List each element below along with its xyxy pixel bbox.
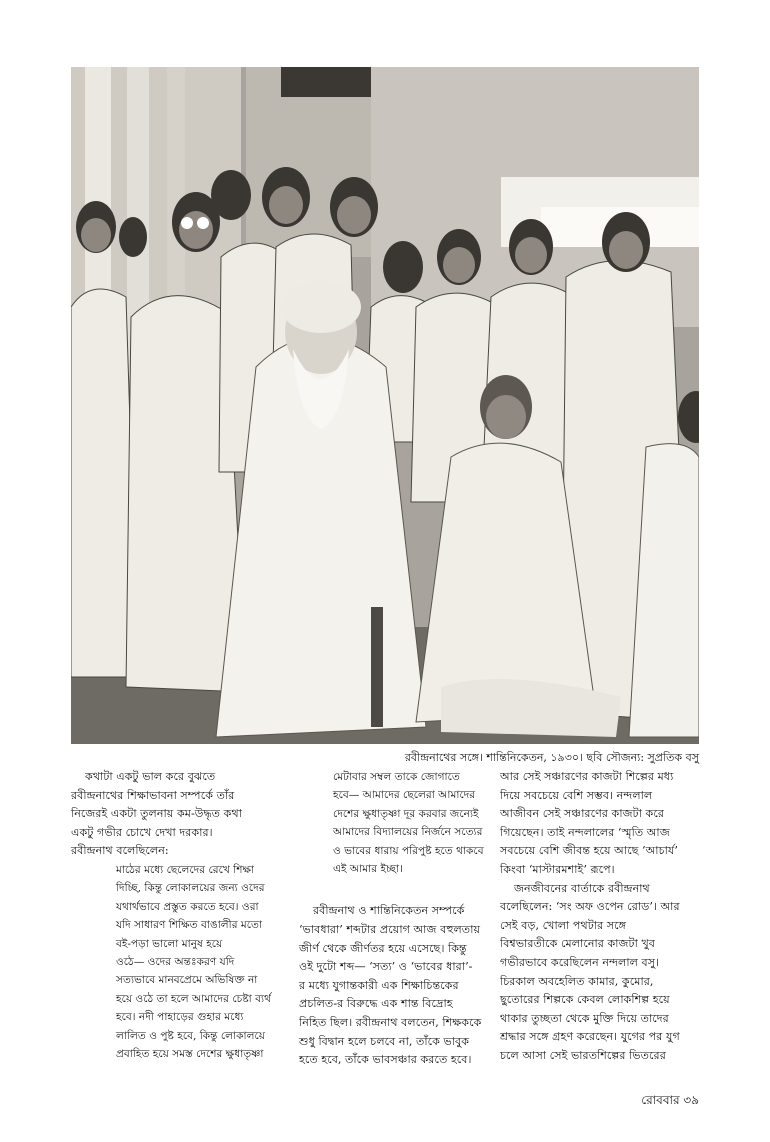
paragraph-line: জনজীবনের বার্তাকে রবীন্দ্রনাথ [514, 881, 650, 895]
paragraph-line: নিহিত ছিল। রবীন্দ্রনাথ বলতেন, শিক্ষককে [299, 1016, 482, 1029]
paragraph-line: বলেছিলেন: ‘সং অফ ওপেন রোড’। আর [500, 900, 680, 914]
photo-caption: রবীন্দ্রনাথের সঙ্গে। শান্তিনিকেতন, ১৯৩০। ছবি সৌজন্য: সুপ্রতিক বসু [404, 751, 699, 764]
intro-line: কথাটা একটু ভাল করে বুঝতে [85, 770, 216, 783]
paragraph-line: ওই দুটো শব্দ— ‘সত্য’ ও ‘ভাবের ধারা’- [299, 960, 473, 974]
paragraph-line: থাকার তুচ্ছতা থেকে মুক্তি দিয়ে তাদের [500, 1011, 669, 1025]
quote-line: মেটাবার সম্বল তাকে জোগাতে [333, 771, 460, 783]
text-column-3 [500, 768, 699, 1066]
text-column-1 [71, 768, 285, 1063]
group-photograph [71, 67, 699, 744]
intro-line: রবীন্দ্রনাথের শিক্ষাভাবনা সম্পর্কে তাঁর [71, 788, 235, 802]
paragraph-line: ছুতোরের শিল্পকে কেবল লোকশিল্প হয়ে [500, 993, 670, 1007]
quote-line: প্রবাহিত হয়ে সমস্ত দেশের ক্ষুধাতৃষ্ণা [116, 1048, 264, 1061]
text-column-2 [299, 768, 485, 1070]
quote-line: মাঠের মধ্যে ছেলেদের রেখে শিক্ষা [116, 863, 255, 876]
quote-line: দেশের ক্ষুধাতৃষ্ণা দূর করবার জন্যেই [333, 807, 479, 820]
paragraph-line: আজীবন সেই সঞ্চারণের কাজটা করে [500, 807, 665, 821]
quote-line: এই আমার ইচ্ছা। [333, 863, 403, 876]
quote-line: হয়ে ওঠে তা হলে আমাদের চেষ্টা ব্যর্থ [116, 992, 271, 1005]
paragraph-line: বিশ্বভারতীকে মেলানোর কাজটা খুব [500, 937, 656, 951]
quote-line: দিচ্ছি, কিন্তু লোকালয়ের জন্য ওদের [116, 882, 265, 895]
paragraph-line: রবীন্দ্রনাথ ও শান্তিনিকেতন সম্পর্কে [313, 904, 465, 918]
intro-line: নিজেরই একটা তুলনায় কম-উদ্ধৃত কথা [71, 807, 242, 821]
paragraph-line: দিয়ে সবচেয়ে বেশি সম্ভব। নন্দলাল [500, 788, 653, 802]
intro-line: একটু গভীর চোখে দেখা দরকার। [71, 825, 213, 839]
quote-line: বই-পড়া ভালো মানুষ হয়ে [116, 937, 223, 950]
quote-line: লালিত ও পুষ্ট হবে, কিন্তু লোকালয়ে [116, 1029, 265, 1042]
paragraph-line: গিয়েছেন। তাই নন্দলালের ‘স্মৃতি আজ [500, 825, 670, 839]
paragraph-line: আর সেই সঞ্চারণের কাজটা শিল্পের মধ্য [500, 770, 674, 783]
paragraph-line: প্রচলিত-র বিরুদ্ধে এক শান্ত বিদ্রোহ [299, 997, 453, 1011]
quote-line: সত্যভাবে মানবপ্রেমে অভিষিক্ত না [116, 974, 258, 987]
paragraph-line: শ্রদ্ধার সঙ্গে গ্রহণ করেছেন। যুগের পর যুগ [500, 1030, 680, 1044]
paragraph-line: হতে হবে, তাঁকে ভাবসঞ্চার করতে হবে। [299, 1053, 472, 1067]
quote-line: ও ভাবের ধারায় পরিপুষ্ট হতে থাকবে [333, 844, 484, 857]
paragraph-line: র মধ্যে যুগান্তকারী এক শিক্ষাচিন্তকের [299, 978, 459, 992]
quote-line: হবে। নদী পাহাড়ের গুহার মধ্যে [116, 1011, 244, 1024]
paragraph-line: চিরকাল অবহেলিত কামার, কুমোর, [500, 974, 654, 988]
paragraph-line: ‘ভাবধারা’ শব্দটার প্রয়োগ আজ বহুলতায় [299, 923, 481, 937]
quote-line: ওঠে— ওদের অন্তঃকরণ যদি [116, 956, 235, 968]
paragraph-line: চলে আসা সেই ভারতশিল্পের ভিতরের [500, 1048, 666, 1062]
paragraph-line: কিংবা ‘মাস্টারমশাই’ রূপে। [500, 862, 615, 876]
paragraph-line: সেই বড়, খোলা পথটার সঙ্গে [500, 918, 627, 932]
quote-line: হবে— আমাদের ছেলেরা আমাদের [333, 789, 476, 802]
paragraph-gap [299, 878, 485, 902]
intro-line: রবীন্দ্রনাথ বলেছিলেন: [71, 844, 169, 858]
quote-line: আমাদের বিদ্যালয়ের নির্জনে সত্যের [333, 826, 483, 839]
photo-illustration [71, 67, 699, 744]
paragraph-line: সবচেয়ে বেশি জীবন্ত হয়ে আছে ‘আচার্য’ [500, 844, 678, 858]
paragraph-line: শুধু বিদ্বান হলে চলবে না, তাঁকে ভাবুক [299, 1034, 470, 1048]
paragraph-line: গভীরভাবে করেছিলেন নন্দলাল বসু। [500, 955, 660, 969]
page-folio: রোববার ৩৯ [641, 1093, 699, 1107]
quote-line: যথার্থভাবে প্রস্তুত করতে হবে। ওরা [116, 900, 259, 913]
quote-line: যদি সাধারণ শিক্ষিত বাঙালীর মতো [116, 919, 263, 932]
paragraph-line: জীর্ণ থেকে জীর্ণতর হয়ে এসেছে। কিন্তু [299, 941, 467, 955]
